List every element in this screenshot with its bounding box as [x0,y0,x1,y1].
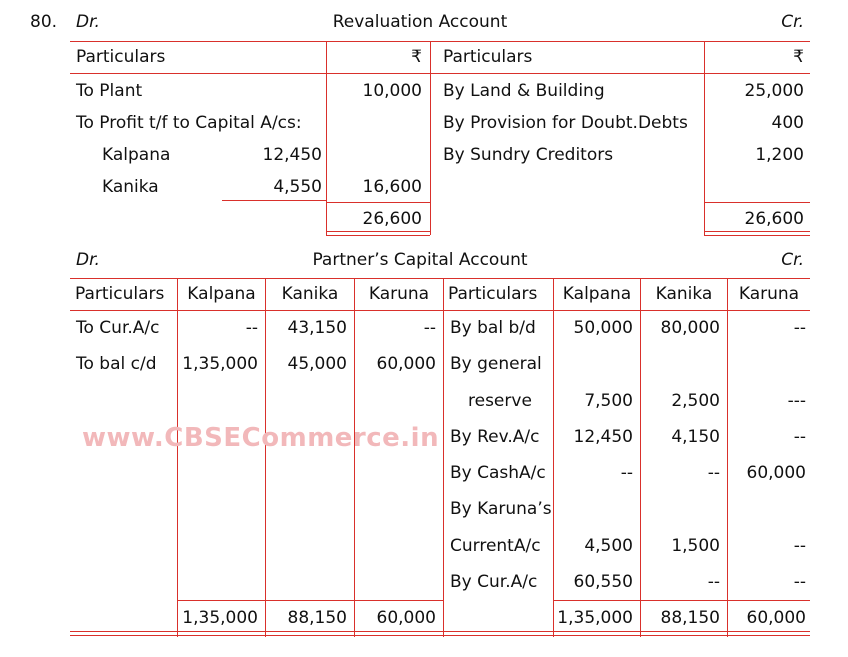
capital-right-karuna: -- [793,536,806,556]
capital-header-cell: Particulars [75,284,165,304]
reval-left-inner: 12,450 [262,145,322,165]
capital-dr-label: Dr. [76,250,100,270]
capital-right-kanika: -- [707,463,720,483]
capital-total-right-kanika: 88,150 [660,608,720,628]
capital-total-left-kalpana: 1,35,000 [182,608,258,628]
capital-header-cell: Karuna [738,284,800,304]
reval-header-particulars: Particulars [443,47,533,67]
capital-bottom-rule [70,635,810,636]
capital-right-label: CurrentA/c [450,536,541,556]
capital-bottom-rule [70,631,810,632]
capital-header-cell: Particulars [448,284,538,304]
question-number: 80. [30,12,58,32]
reval-divider [326,41,327,235]
reval-total-right: 26,600 [744,209,804,229]
capital-right-label: By Cur.A/c [450,572,538,592]
capital-right-label: reserve [468,391,532,411]
capital-right-karuna: 60,000 [746,463,806,483]
capital-header-cell: Kalpana [187,284,256,304]
reval-left-inner: 4,550 [273,177,322,197]
capital-total-right-karuna: 60,000 [746,608,806,628]
capital-right-label: By Karuna’s [450,499,552,519]
reval-right-label: By Provision for Doubt.Debts [443,113,688,133]
capital-right-karuna: -- [793,572,806,592]
capital-header-cell: Kalpana [562,284,632,304]
capital-total-rule [553,600,810,601]
capital-header-cell: Kanika [281,284,339,304]
reval-total-left: 26,600 [362,209,422,229]
capital-left-kanika: 43,150 [287,318,347,338]
capital-left-kalpana: -- [245,318,258,338]
reval-total-rule [326,231,430,232]
reval-dr-label: Dr. [76,12,100,32]
capital-right-label: By CashA/c [450,463,546,483]
reval-title: Revaluation Account [332,12,508,32]
capital-left-kanika: 45,000 [287,354,347,374]
reval-total-rule [326,235,430,236]
reval-left-label: Kalpana [102,145,171,165]
capital-right-label: By bal b/d [450,318,536,338]
reval-right-amount: 1,200 [755,145,804,165]
reval-cr-label: Cr. [781,12,804,32]
reval-top-rule [70,41,810,42]
capital-total-right-kalpana: 1,35,000 [557,608,633,628]
reval-subtotal-rule [222,200,326,201]
capital-right-kalpana: 60,550 [573,572,633,592]
capital-left-label: To bal c/d [76,354,157,374]
capital-right-label: By general [450,354,542,374]
reval-right-label: By Sundry Creditors [443,145,614,165]
capital-right-kanika: -- [707,572,720,592]
capital-total-rule [177,600,443,601]
capital-divider [265,278,266,637]
reval-header-rule [70,73,810,74]
capital-top-rule [70,278,810,279]
rupee-icon: ₹ [793,47,804,67]
reval-left-label: To Plant [76,81,143,101]
reval-total-rule [704,235,810,236]
capital-right-karuna: -- [793,318,806,338]
capital-divider [354,278,355,637]
capital-header-cell: Kanika [655,284,713,304]
capital-total-left-kanika: 88,150 [287,608,347,628]
capital-right-kalpana: -- [620,463,633,483]
capital-title: Partner’s Capital Account [312,250,528,270]
capital-right-kalpana: 7,500 [584,391,633,411]
capital-divider [640,278,641,637]
capital-divider [443,278,444,637]
capital-left-label: To Cur.A/c [76,318,160,338]
reval-left-label: To Profit t/f to Capital A/cs: [76,113,302,133]
reval-right-amount: 400 [771,113,804,133]
reval-header-particulars: Particulars [76,47,166,67]
reval-total-rule [704,202,810,203]
reval-left-amount: 16,600 [362,177,422,197]
reval-divider [704,41,705,235]
capital-right-kalpana: 50,000 [573,318,633,338]
rupee-icon: ₹ [411,47,422,67]
capital-header-cell: Karuna [368,284,430,304]
watermark: www.CBSECommerce.in [82,423,440,453]
capital-right-karuna: -- [793,427,806,447]
capital-right-kalpana: 12,450 [573,427,633,447]
reval-right-amount: 25,000 [744,81,804,101]
capital-header-rule [70,310,810,311]
capital-right-kanika: 80,000 [660,318,720,338]
capital-right-kanika: 2,500 [671,391,720,411]
capital-divider [727,278,728,637]
reval-right-label: By Land & Building [443,81,605,101]
capital-total-left-karuna: 60,000 [376,608,436,628]
reval-left-amount: 10,000 [362,81,422,101]
reval-divider [430,41,431,235]
capital-right-kanika: 4,150 [671,427,720,447]
capital-cr-label: Cr. [781,250,804,270]
capital-right-karuna: --- [787,391,806,411]
capital-right-kanika: 1,500 [671,536,720,556]
capital-right-kalpana: 4,500 [584,536,633,556]
reval-total-rule [704,231,810,232]
capital-right-label: By Rev.A/c [450,427,540,447]
capital-left-kalpana: 1,35,000 [182,354,258,374]
capital-left-karuna: -- [423,318,436,338]
reval-left-label: Kanika [102,177,159,197]
reval-total-rule [326,202,430,203]
capital-left-karuna: 60,000 [376,354,436,374]
capital-divider [177,278,178,637]
capital-divider [553,278,554,637]
